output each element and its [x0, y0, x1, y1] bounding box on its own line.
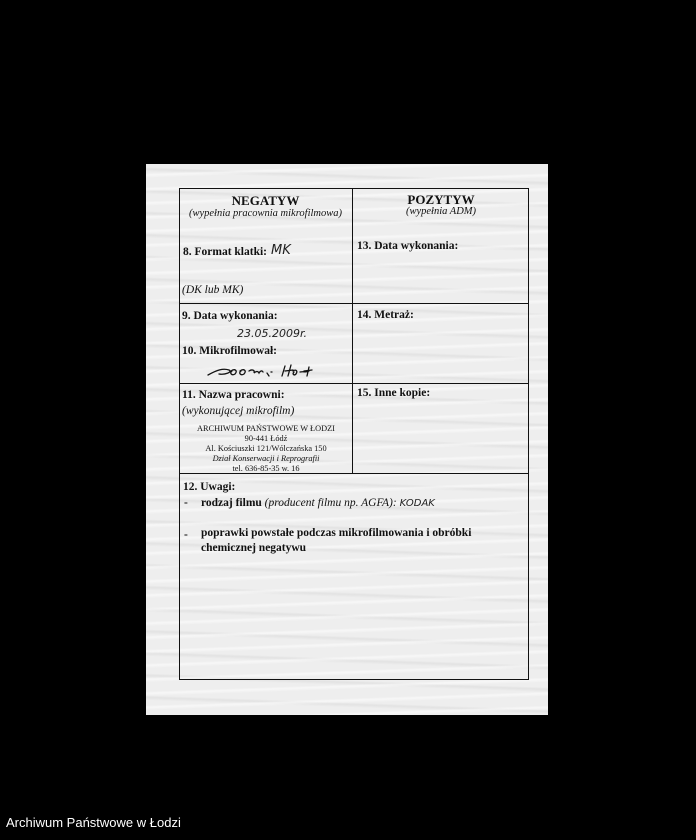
stamp-line-2: 90-441 Łódź [244, 434, 288, 443]
uwagi-item2-line1: poprawki powstałe podczas mikrofilmowania i obróbki [201, 527, 472, 539]
negatyw-subtitle: (wypełnia pracownia mikrofilmowa) [188, 208, 342, 219]
column-divider [352, 188, 353, 474]
date-label: 9. Data wykonania: [182, 310, 278, 322]
copies-label: 15. Inne kopie: [357, 387, 431, 399]
stamp-line-3: Al. Kościuszki 121/Wólczańska 150 [205, 444, 327, 453]
format-value: MK [271, 243, 291, 258]
filmed-by-label: 10. Mikrofilmował: [182, 345, 277, 357]
stamp-line-4: Dział Konserwacji i Reprografii [212, 454, 320, 463]
uwagi-item2-line2: chemicznej negatywu [201, 542, 307, 554]
uwagi-item1 [201, 497, 435, 509]
uwagi-label: 12. Uwagi: [183, 481, 236, 493]
workshop-label: 11. Nazwa pracowni: [182, 389, 285, 401]
workshop-stamp [182, 424, 350, 474]
workshop-hint: (wykonującej mikrofilm) [182, 405, 295, 417]
uwagi-item2-dash: - [184, 529, 188, 541]
pozytyw-title: POZYTYW [407, 192, 475, 207]
row-divider-2 [179, 383, 529, 384]
stamp-line-5: tel. 636-85-35 w. 16 [232, 464, 300, 473]
date-value: 23.05.2009r. [237, 327, 307, 340]
uwagi-item1-hint: (producent filmu np. AGFA): [264, 497, 397, 509]
row-divider-1 [179, 303, 529, 304]
uwagi-item1-label: rodzaj filmu [201, 497, 262, 509]
archive-footer: Archiwum Państwowe w Łodzi [6, 815, 181, 830]
negatyw-title: NEGATYW [231, 193, 300, 208]
signature-image [205, 360, 320, 380]
metraz-label: 14. Metraż: [357, 309, 414, 321]
format-hint: (DK lub MK) [182, 284, 244, 296]
uwagi-item1-dash: - [184, 497, 188, 509]
pozytyw-subtitle: (wypełnia ADM) [405, 206, 477, 217]
stamp-line-1: ARCHIWUM PAŃSTWOWE W ŁODZI [197, 424, 335, 433]
pozytyw-date-label: 13. Data wykonania: [357, 240, 459, 252]
uwagi-item1-value: KODAK [399, 498, 435, 509]
format-label: 8. Format klatki: [183, 246, 268, 258]
